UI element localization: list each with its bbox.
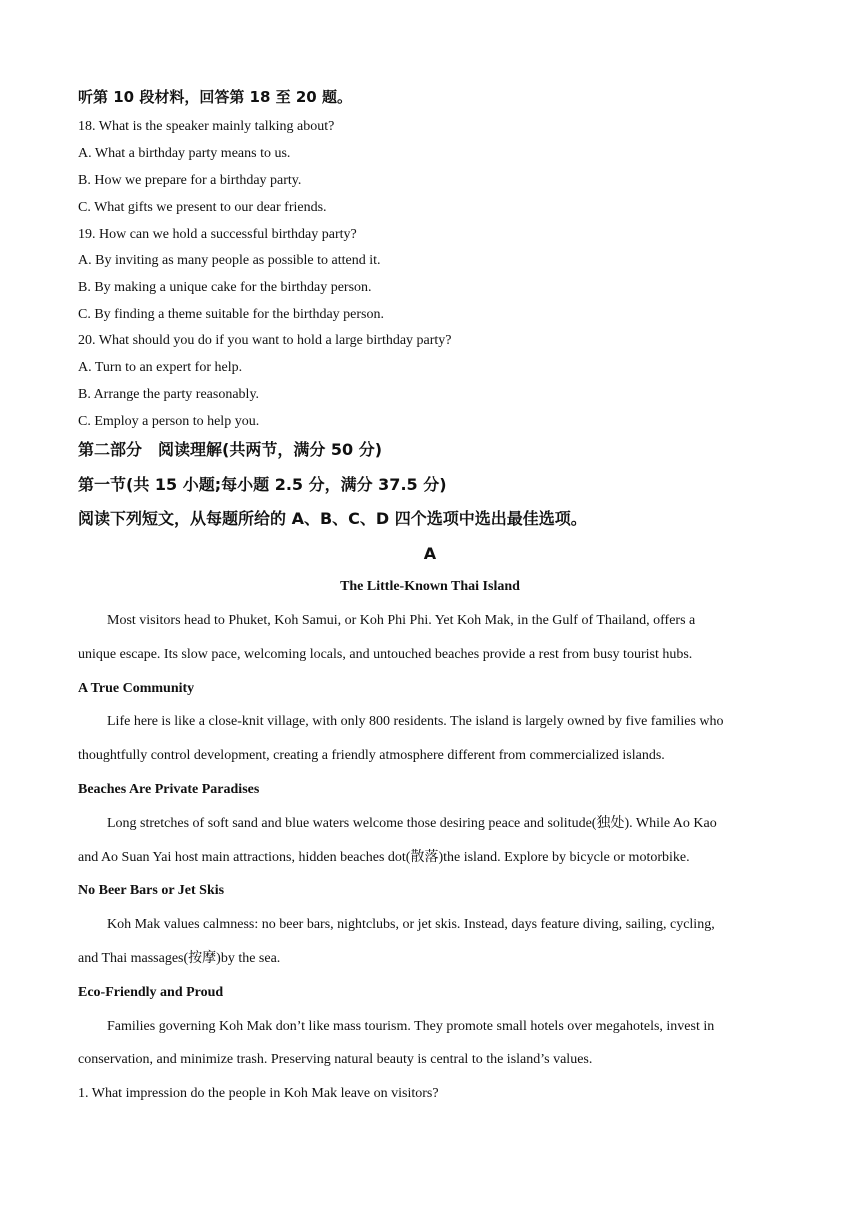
question-20-stem: 20. What should you do if you want to hold a large birthday party?	[78, 333, 452, 348]
question-19-option-c: C. By finding a theme suitable for the birthday person.	[78, 307, 384, 322]
section-title-no-beer-bars: No Beer Bars or Jet Skis	[78, 883, 225, 898]
question-18-option-c: C. What gifts we present to our dear friends.	[78, 200, 327, 215]
passage-title: The Little-Known Thai Island	[340, 579, 520, 594]
question-19-stem: 19. How can we hold a successful birthday party?	[78, 227, 357, 242]
question-19-option-a: A. By inviting as many people as possible to attend it.	[78, 253, 381, 268]
reading-part-heading: 第二部分 阅读理解(共两节，满分 50 分)	[78, 440, 383, 459]
listening-section-heading: 听第 10 段材料，回答第 18 至 20 题。	[78, 88, 352, 106]
beaches-line-2: and Ao Suan Yai host main attractions, hidden beaches dot(散落)the island. Explore by bicycle or motorbike.	[78, 850, 690, 865]
question-18-option-a: A. What a birthday party means to us.	[78, 146, 291, 161]
beaches-line-1: Long stretches of soft sand and blue waters welcome those desiring peace and solitude(独处). While Ao Kao	[107, 816, 717, 831]
community-line-1: Life here is like a close-knit village, with only 800 residents. The island is largely owned by five families who	[107, 714, 724, 729]
reading-instruction: 阅读下列短文，从每题所给的 A、B、C、D 四个选项中选出最佳选项。	[78, 509, 587, 528]
no-beer-bars-line-2: and Thai massages(按摩)by the sea.	[78, 951, 281, 966]
section-title-beaches: Beaches Are Private Paradises	[78, 782, 260, 797]
intro-line-2: unique escape. Its slow pace, welcoming locals, and untouched beaches provide a rest from busy tourist hubs.	[78, 647, 693, 662]
question-20-option-b: B. Arrange the party reasonably.	[78, 387, 260, 402]
community-line-2: thoughtfully control development, creating a friendly atmosphere different from commercialized islands.	[78, 748, 665, 763]
section-title-eco-friendly: Eco-Friendly and Proud	[78, 985, 224, 1000]
section-title-community: A True Community	[78, 681, 195, 696]
no-beer-bars-line-1: Koh Mak values calmness: no beer bars, nightclubs, or jet skis. Instead, days feature diving, sailing, cycling,	[107, 917, 715, 932]
question-20-option-c: C. Employ a person to help you.	[78, 414, 260, 429]
eco-friendly-line-1: Families governing Koh Mak don’t like mass tourism. They promote small hotels over megahotels, invest in	[107, 1019, 715, 1034]
reading-section-heading: 第一节(共 15 小题;每小题 2.5 分，满分 37.5 分)	[78, 475, 447, 494]
question-18-stem: 18. What is the speaker mainly talking about?	[78, 119, 335, 134]
question-1-stem: 1. What impression do the people in Koh Mak leave on visitors?	[78, 1086, 439, 1101]
question-19-option-b: B. By making a unique cake for the birthday person.	[78, 280, 372, 295]
question-18-option-b: B. How we prepare for a birthday party.	[78, 173, 302, 188]
question-20-option-a: A. Turn to an expert for help.	[78, 360, 243, 375]
eco-friendly-line-2: conservation, and minimize trash. Preserving natural beauty is central to the island’s values.	[78, 1052, 593, 1067]
intro-line-1: Most visitors head to Phuket, Koh Samui, or Koh Phi Phi. Yet Koh Mak, in the Gulf of Thailand, offers a	[107, 613, 696, 628]
passage-letter: A	[423, 544, 437, 563]
